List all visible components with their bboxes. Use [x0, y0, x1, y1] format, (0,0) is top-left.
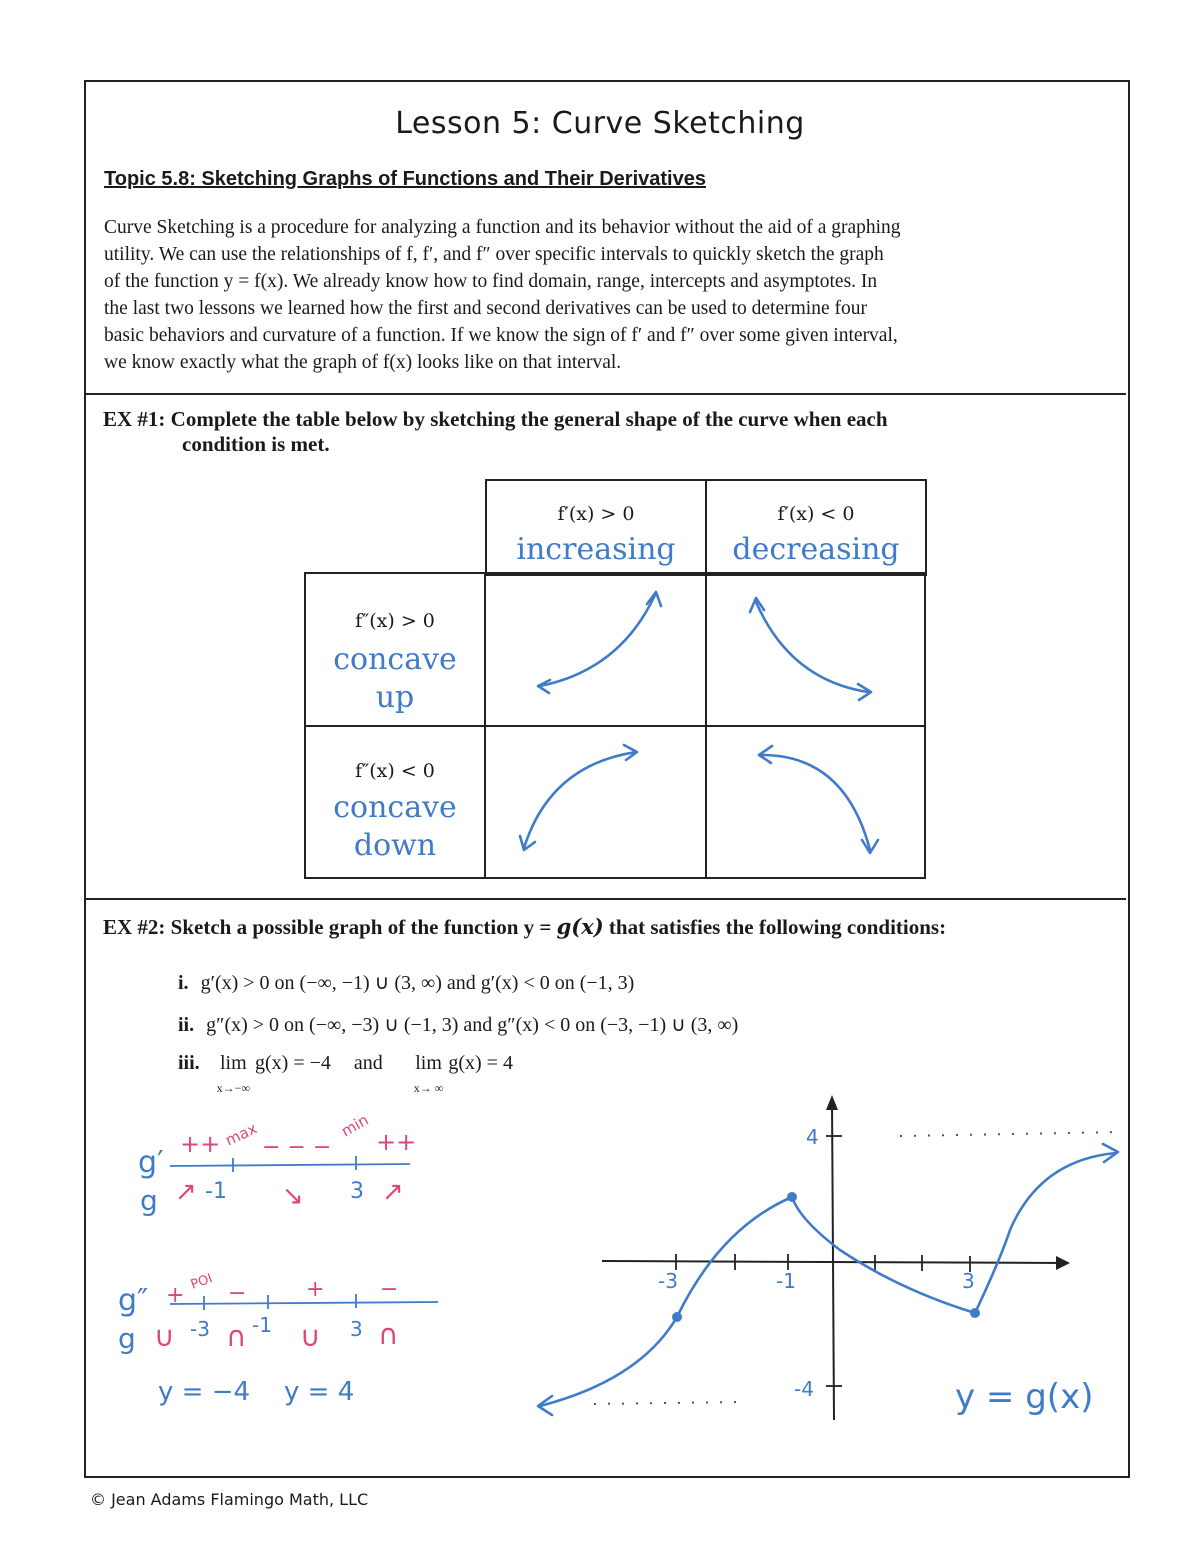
g2-label-bottom: g	[118, 1322, 136, 1355]
x-axis-arrow	[1056, 1256, 1070, 1270]
row2-word: concave	[333, 790, 457, 825]
limit-and: and	[353, 1052, 383, 1074]
ex2-heading-b: that satisfies the following conditions:	[603, 915, 947, 939]
intro-line: Curve Sketching is a procedure for analyzing a function and its behavior without the aid of a graphing	[104, 217, 901, 238]
ex1-heading: EX #1: Complete the table below by sketching the general shape of the curve when each	[103, 407, 888, 431]
first-derivative-chart	[138, 1111, 416, 1217]
condition-text: g″(x) > 0 on (−∞, −3) ∪ (−1, 3) and g″(x) < 0 on (−3, −1) ∪ (3, ∞)	[206, 1014, 739, 1036]
intro-line: we know exactly what the graph of f(x) looks like on that interval.	[104, 352, 622, 373]
graph-axes	[594, 1095, 1122, 1420]
ex2-heading-a: EX #2: Sketch a possible graph of the function y =	[103, 915, 557, 939]
condition-label: i.	[178, 972, 189, 994]
condition-ii	[178, 1012, 738, 1037]
asymptote-note: y = −4	[158, 1377, 251, 1407]
curve-label: y = g(x)	[955, 1377, 1094, 1417]
g1-label-bottom: g	[140, 1184, 158, 1217]
second-derivative-chart	[118, 1271, 438, 1407]
ex1-heading-cont: condition is met.	[182, 432, 330, 456]
graph-points	[672, 1192, 980, 1322]
concavity-shape: ∩	[378, 1318, 399, 1351]
sign-label: −	[228, 1281, 247, 1306]
g1-label-top: g′	[138, 1145, 164, 1180]
inflection-point	[672, 1312, 682, 1322]
y-axis-arrow	[826, 1095, 838, 1110]
sign-label: − − −	[262, 1135, 332, 1160]
sign-label: +	[166, 1283, 185, 1308]
tick-label: 3	[350, 1317, 363, 1341]
concavity-shape: ∪	[300, 1320, 321, 1353]
section-divider	[86, 898, 1126, 900]
g2-label-top: g″	[118, 1283, 149, 1318]
lim-word: lim	[415, 1052, 442, 1074]
limit-expr: g(x) = 4	[448, 1052, 513, 1074]
sketch-increasing-concave-down	[524, 752, 636, 848]
local-max-point	[787, 1192, 797, 1202]
sign-label: +	[306, 1277, 325, 1302]
arrowhead	[538, 680, 550, 693]
sign-label: ++	[376, 1128, 417, 1156]
y-axis-label: -4	[794, 1377, 814, 1401]
row2-condition: f″(x) < 0	[355, 760, 435, 782]
concavity-shape: ∩	[226, 1320, 247, 1353]
topic-heading: Topic 5.8: Sketching Graphs of Functions and Their Derivatives	[104, 168, 706, 190]
ex2-heading-fn: g(x)	[556, 914, 604, 939]
concavity-shape: ∪	[154, 1320, 175, 1353]
y-axis	[832, 1100, 834, 1420]
condition-text: g′(x) > 0 on (−∞, −1) ∪ (3, ∞) and g′(x) < 0 on (−1, 3)	[200, 972, 635, 994]
intro-line: the last two lessons we learned how the first and second derivatives can be used to determine four	[104, 298, 867, 319]
extremum-note: max	[222, 1119, 260, 1150]
direction-arrow: ↘	[282, 1181, 304, 1211]
intro-line: basic behaviors and curvature of a function. If we know the sign of f′ and f″ over some given interval,	[104, 325, 898, 346]
number-line	[170, 1164, 410, 1166]
extremum-note: min	[338, 1110, 372, 1141]
ex2-heading	[103, 913, 946, 941]
sketch-increasing-concave-up	[540, 595, 655, 686]
asymptote-y-4	[900, 1132, 1122, 1136]
tick-label: -1	[205, 1179, 227, 1204]
x-axis-label: 3	[962, 1269, 975, 1293]
condition-i	[178, 970, 634, 995]
row1-word: concave	[333, 642, 457, 677]
local-min-point	[970, 1308, 980, 1318]
intro-line: of the function y = f(x). We already know how to find domain, range, intercepts and asymptotes. In	[104, 271, 878, 292]
tick-label: -1	[252, 1313, 272, 1337]
condition-label: iii.	[178, 1052, 200, 1074]
lim-subscript: x→−∞	[216, 1081, 250, 1095]
asymptote-y-neg4	[594, 1402, 740, 1404]
sketch-decreasing-concave-up	[756, 602, 868, 692]
col1-word: increasing	[516, 532, 676, 567]
sketch-decreasing-concave-down	[762, 755, 870, 850]
number-line	[170, 1302, 438, 1304]
asymptote-note: y = 4	[284, 1377, 355, 1407]
sign-label: −	[380, 1277, 399, 1302]
lim-word: lim	[220, 1052, 247, 1074]
col2-word: decreasing	[732, 532, 900, 567]
tick-label: 3	[350, 1179, 364, 1204]
inflection-note: POI	[188, 1271, 215, 1293]
direction-arrow: ↗	[382, 1177, 404, 1207]
x-axis-label: -1	[776, 1269, 796, 1293]
direction-arrow: ↗	[175, 1177, 197, 1207]
page-title: Lesson 5: Curve Sketching	[395, 106, 805, 141]
x-axis-label: -3	[658, 1269, 678, 1293]
copyright-footer: © Jean Adams Flamingo Math, LLC	[90, 1490, 369, 1509]
condition-label: ii.	[178, 1014, 195, 1036]
limit-expr: g(x) = −4	[255, 1052, 331, 1074]
graph-curve	[538, 1144, 1118, 1415]
col1-condition: f′(x) > 0	[557, 503, 635, 525]
sign-label: ++	[180, 1130, 221, 1158]
intro-line: utility. We can use the relationships of f, f′, and f″ over specific intervals to quickly sketch the graph	[104, 244, 884, 265]
row1-word: up	[375, 680, 415, 715]
tick-label: -3	[190, 1317, 210, 1341]
y-axis-label: 4	[806, 1125, 819, 1149]
curve-g	[540, 1153, 1116, 1406]
col2-condition: f′(x) < 0	[777, 503, 855, 525]
row2-word: down	[353, 828, 437, 863]
ex2-work-area	[0, 1080, 1200, 1480]
lim-subscript: x→ ∞	[413, 1081, 444, 1095]
row1-condition: f″(x) > 0	[355, 610, 435, 632]
